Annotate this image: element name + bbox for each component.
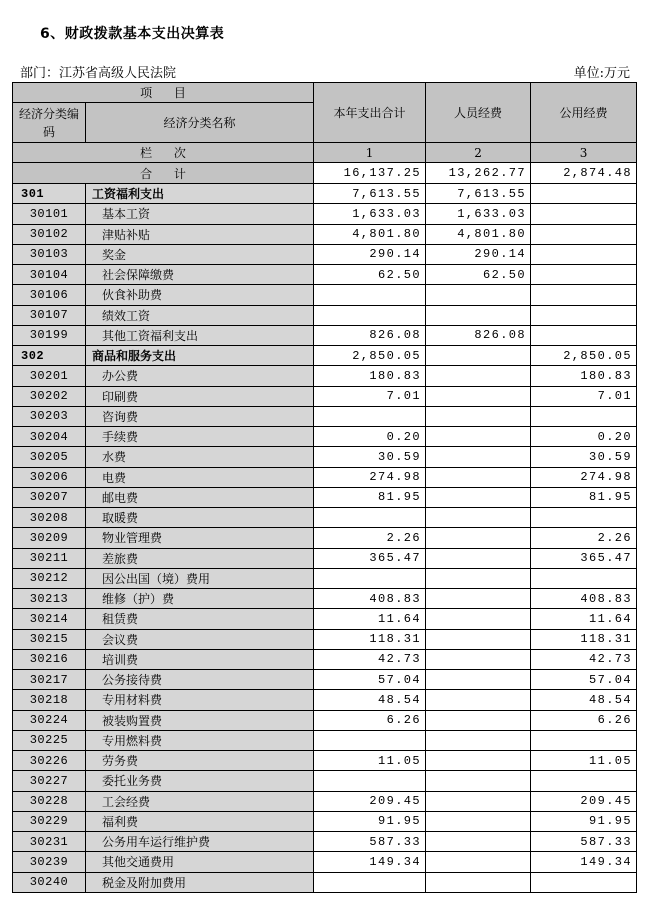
personnel-cell [426, 366, 531, 386]
name-cell: 取暖费 [86, 508, 314, 528]
public-cell [531, 406, 637, 426]
header-column-index: 栏 次 [13, 143, 314, 163]
totals-label: 合 计 [13, 163, 314, 184]
header-personnel: 人员经费 [426, 83, 531, 143]
personnel-cell: 1,633.03 [426, 204, 531, 224]
personnel-cell [426, 589, 531, 609]
table-row [13, 447, 637, 467]
total-cell [314, 730, 426, 750]
unit-label: 单位:万元 [573, 66, 630, 81]
personnel-cell [426, 487, 531, 507]
code-cell: 30101 [13, 204, 86, 224]
personnel-cell [426, 751, 531, 771]
total-cell [314, 872, 426, 892]
name-cell: 维修（护）费 [86, 589, 314, 609]
public-cell: 274.98 [531, 467, 637, 487]
public-cell [531, 184, 637, 204]
public-cell [531, 285, 637, 305]
table-row [13, 751, 637, 771]
name-cell: 税金及附加费用 [86, 872, 314, 892]
total-cell: 6.26 [314, 710, 426, 730]
code-cell: 30213 [13, 589, 86, 609]
total-cell: 290.14 [314, 244, 426, 264]
table-row [13, 811, 637, 831]
table-row [13, 771, 637, 791]
personnel-cell [426, 710, 531, 730]
table-row [13, 568, 637, 588]
total-cell: 81.95 [314, 487, 426, 507]
table-row [13, 406, 637, 426]
public-cell: 91.95 [531, 811, 637, 831]
table-row [13, 467, 637, 487]
public-cell: 408.83 [531, 589, 637, 609]
table-row [13, 589, 637, 609]
name-cell: 公务用车运行维护费 [86, 832, 314, 852]
column-number-2: 2 [426, 143, 531, 163]
total-cell: 11.64 [314, 609, 426, 629]
personnel-cell [426, 690, 531, 710]
expenditure-table [12, 82, 637, 893]
personnel-cell [426, 447, 531, 467]
public-cell [531, 568, 637, 588]
total-cell: 149.34 [314, 852, 426, 872]
total-cell: 91.95 [314, 811, 426, 831]
public-cell: 2.26 [531, 528, 637, 548]
name-cell: 水费 [86, 447, 314, 467]
header-name: 经济分类名称 [86, 103, 314, 143]
public-cell [531, 771, 637, 791]
code-cell: 30209 [13, 528, 86, 548]
public-cell: 209.45 [531, 791, 637, 811]
personnel-cell [426, 791, 531, 811]
header-item: 项 目 [13, 83, 314, 103]
personnel-cell [426, 852, 531, 872]
name-cell: 社会保障缴费 [86, 265, 314, 285]
personnel-cell [426, 609, 531, 629]
totals-total: 16,137.25 [314, 163, 426, 184]
personnel-cell [426, 467, 531, 487]
total-cell [314, 771, 426, 791]
code-cell: 30107 [13, 305, 86, 325]
public-cell: 81.95 [531, 487, 637, 507]
code-cell: 30226 [13, 751, 86, 771]
name-cell: 商品和服务支出 [86, 346, 314, 366]
personnel-cell: 7,613.55 [426, 184, 531, 204]
total-cell: 2.26 [314, 528, 426, 548]
name-cell: 津贴补贴 [86, 224, 314, 244]
public-cell [531, 730, 637, 750]
personnel-cell [426, 528, 531, 548]
table-row [13, 609, 637, 629]
public-cell [531, 325, 637, 345]
public-cell: 11.05 [531, 751, 637, 771]
name-cell: 差旅费 [86, 548, 314, 568]
code-cell: 30208 [13, 508, 86, 528]
name-cell: 委托业务费 [86, 771, 314, 791]
code-cell: 30216 [13, 649, 86, 669]
header-row-column-index [13, 143, 637, 163]
total-cell [314, 305, 426, 325]
public-cell [531, 265, 637, 285]
table-row [13, 730, 637, 750]
code-cell: 30240 [13, 872, 86, 892]
name-cell: 伙食补助费 [86, 285, 314, 305]
table-row [13, 224, 637, 244]
total-cell: 7.01 [314, 386, 426, 406]
personnel-cell [426, 670, 531, 690]
table-row [13, 690, 637, 710]
column-number-1: 1 [314, 143, 426, 163]
code-cell: 30201 [13, 366, 86, 386]
name-cell: 培训费 [86, 649, 314, 669]
name-cell: 物业管理费 [86, 528, 314, 548]
personnel-cell: 62.50 [426, 265, 531, 285]
public-cell [531, 244, 637, 264]
personnel-cell [426, 386, 531, 406]
public-cell [531, 508, 637, 528]
public-cell: 180.83 [531, 366, 637, 386]
name-cell: 基本工资 [86, 204, 314, 224]
total-cell: 180.83 [314, 366, 426, 386]
total-cell: 408.83 [314, 589, 426, 609]
code-cell: 30228 [13, 791, 86, 811]
personnel-cell [426, 346, 531, 366]
column-number-3: 3 [531, 143, 637, 163]
public-cell: 2,850.05 [531, 346, 637, 366]
table-row [13, 670, 637, 690]
table-row [13, 548, 637, 568]
table-row [13, 629, 637, 649]
table-row [13, 285, 637, 305]
total-cell: 30.59 [314, 447, 426, 467]
personnel-cell [426, 406, 531, 426]
table-row [13, 791, 637, 811]
public-cell: 11.64 [531, 609, 637, 629]
name-cell: 被装购置费 [86, 710, 314, 730]
table-row [13, 184, 637, 204]
name-cell: 咨询费 [86, 406, 314, 426]
table-row [13, 649, 637, 669]
total-cell: 274.98 [314, 467, 426, 487]
total-cell: 209.45 [314, 791, 426, 811]
personnel-cell: 4,801.80 [426, 224, 531, 244]
public-cell: 6.26 [531, 710, 637, 730]
table-row [13, 528, 637, 548]
personnel-cell [426, 548, 531, 568]
name-cell: 劳务费 [86, 751, 314, 771]
code-cell: 30203 [13, 406, 86, 426]
name-cell: 绩效工资 [86, 305, 314, 325]
personnel-cell [426, 730, 531, 750]
total-cell: 62.50 [314, 265, 426, 285]
name-cell: 福利费 [86, 811, 314, 831]
public-cell [531, 872, 637, 892]
header-row-item [13, 83, 637, 103]
header-code: 经济分类编码 [18, 106, 79, 139]
code-cell: 30224 [13, 710, 86, 730]
code-cell: 30211 [13, 548, 86, 568]
personnel-cell [426, 427, 531, 447]
code-cell: 302 [13, 346, 86, 366]
table-row [13, 508, 637, 528]
name-cell: 会议费 [86, 629, 314, 649]
code-cell: 30229 [13, 811, 86, 831]
name-cell: 因公出国（境）费用 [86, 568, 314, 588]
public-cell: 118.31 [531, 629, 637, 649]
table-row [13, 204, 637, 224]
public-cell [531, 204, 637, 224]
personnel-cell [426, 872, 531, 892]
code-cell: 30199 [13, 325, 86, 345]
personnel-cell [426, 832, 531, 852]
total-cell: 826.08 [314, 325, 426, 345]
table-row [13, 366, 637, 386]
name-cell: 其他工资福利支出 [86, 325, 314, 345]
public-cell: 57.04 [531, 670, 637, 690]
code-cell: 30231 [13, 832, 86, 852]
totals-row [13, 163, 637, 184]
personnel-cell [426, 508, 531, 528]
name-cell: 租赁费 [86, 609, 314, 629]
code-cell: 30102 [13, 224, 86, 244]
code-cell: 30215 [13, 629, 86, 649]
public-cell: 48.54 [531, 690, 637, 710]
public-cell: 42.73 [531, 649, 637, 669]
code-cell: 30103 [13, 244, 86, 264]
public-cell: 7.01 [531, 386, 637, 406]
name-cell: 工资福利支出 [86, 184, 314, 204]
name-cell: 手续费 [86, 427, 314, 447]
total-cell: 11.05 [314, 751, 426, 771]
name-cell: 专用材料费 [86, 690, 314, 710]
total-cell: 365.47 [314, 548, 426, 568]
public-cell: 587.33 [531, 832, 637, 852]
personnel-cell [426, 285, 531, 305]
total-cell: 2,850.05 [314, 346, 426, 366]
code-cell: 30217 [13, 670, 86, 690]
personnel-cell: 290.14 [426, 244, 531, 264]
name-cell: 办公费 [86, 366, 314, 386]
personnel-cell [426, 771, 531, 791]
total-cell [314, 285, 426, 305]
code-cell: 30225 [13, 730, 86, 750]
department-label: 部门：江苏省高级人民法院 [20, 66, 177, 81]
personnel-cell [426, 568, 531, 588]
table-row [13, 427, 637, 447]
code-cell: 301 [13, 184, 86, 204]
code-cell: 30204 [13, 427, 86, 447]
code-cell: 30227 [13, 771, 86, 791]
name-cell: 奖金 [86, 244, 314, 264]
table-row [13, 386, 637, 406]
name-cell: 邮电费 [86, 487, 314, 507]
header-code-cell [13, 103, 86, 143]
total-cell: 4,801.80 [314, 224, 426, 244]
total-cell: 0.20 [314, 427, 426, 447]
table-row [13, 325, 637, 345]
public-cell: 30.59 [531, 447, 637, 467]
total-cell: 1,633.03 [314, 204, 426, 224]
public-cell: 365.47 [531, 548, 637, 568]
code-cell: 30104 [13, 265, 86, 285]
name-cell: 专用燃料费 [86, 730, 314, 750]
total-cell [314, 406, 426, 426]
code-cell: 30205 [13, 447, 86, 467]
header-total: 本年支出合计 [314, 83, 426, 143]
code-cell: 30202 [13, 386, 86, 406]
public-cell: 0.20 [531, 427, 637, 447]
public-cell [531, 224, 637, 244]
code-cell: 30206 [13, 467, 86, 487]
total-cell: 48.54 [314, 690, 426, 710]
personnel-cell [426, 305, 531, 325]
table-row [13, 710, 637, 730]
table-row [13, 244, 637, 264]
table-body [13, 184, 637, 893]
code-cell: 30207 [13, 487, 86, 507]
totals-personnel: 13,262.77 [426, 163, 531, 184]
table-row [13, 305, 637, 325]
table-row [13, 832, 637, 852]
code-cell: 30212 [13, 568, 86, 588]
name-cell: 公务接待费 [86, 670, 314, 690]
name-cell: 其他交通费用 [86, 852, 314, 872]
table-row [13, 852, 637, 872]
personnel-cell: 826.08 [426, 325, 531, 345]
table-row [13, 346, 637, 366]
table-row [13, 265, 637, 285]
header-public: 公用经费 [531, 83, 637, 143]
code-cell: 30106 [13, 285, 86, 305]
total-cell: 7,613.55 [314, 184, 426, 204]
code-cell: 30239 [13, 852, 86, 872]
code-cell: 30214 [13, 609, 86, 629]
total-cell: 587.33 [314, 832, 426, 852]
total-cell: 57.04 [314, 670, 426, 690]
personnel-cell [426, 811, 531, 831]
total-cell [314, 568, 426, 588]
public-cell [531, 305, 637, 325]
total-cell [314, 508, 426, 528]
total-cell: 42.73 [314, 649, 426, 669]
name-cell: 工会经费 [86, 791, 314, 811]
name-cell: 印刷费 [86, 386, 314, 406]
name-cell: 电费 [86, 467, 314, 487]
code-cell: 30218 [13, 690, 86, 710]
personnel-cell [426, 629, 531, 649]
table-row [13, 872, 637, 892]
public-cell: 149.34 [531, 852, 637, 872]
page-title: 6、财政拨款基本支出决算表 [40, 26, 225, 42]
personnel-cell [426, 649, 531, 669]
total-cell: 118.31 [314, 629, 426, 649]
table-row [13, 487, 637, 507]
totals-public: 2,874.48 [531, 163, 637, 184]
